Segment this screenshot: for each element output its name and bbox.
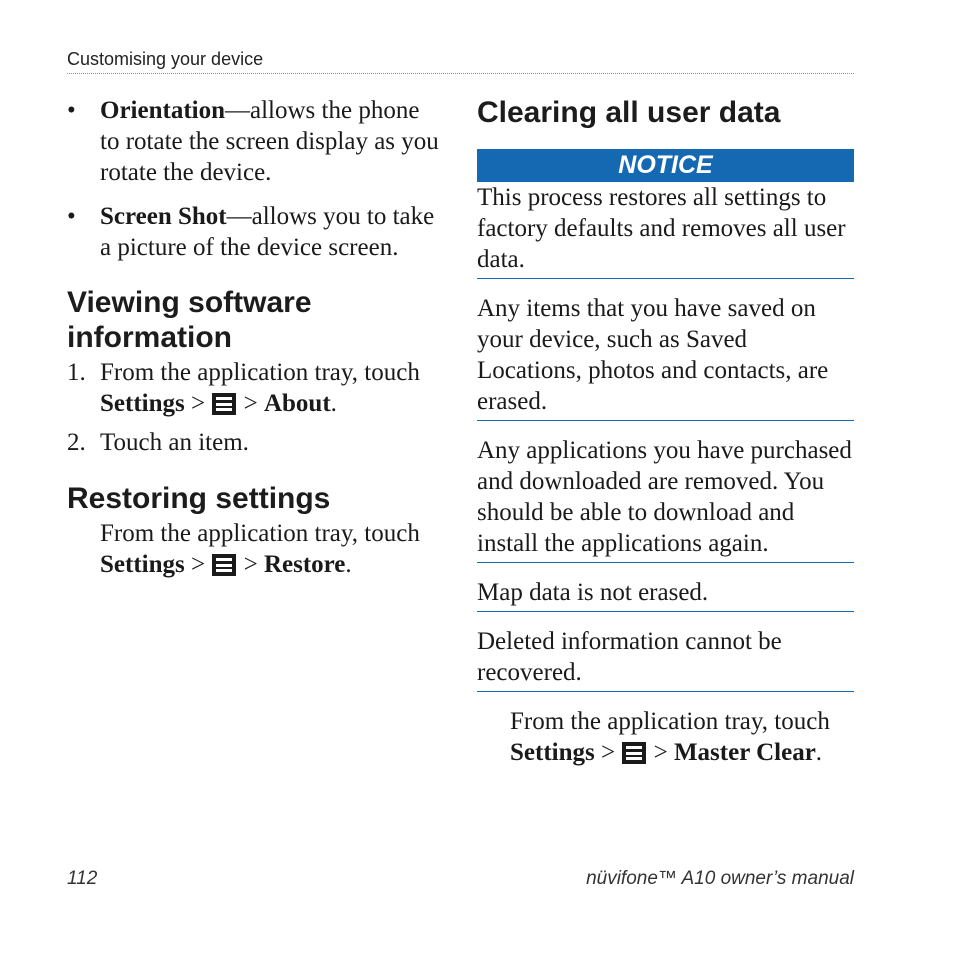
menu-icon [212, 393, 236, 415]
period: . [815, 739, 823, 766]
restoring-instruction [67, 518, 442, 580]
notice-paragraph: Map data is not erased. [477, 577, 854, 612]
bullet-mark: • [67, 97, 76, 124]
step-text: From the application tray, touch [100, 359, 420, 386]
menu-restore-label: Restore [263, 551, 346, 578]
menu-separator: > [600, 739, 616, 766]
restoring-settings-heading: Restoring settings [67, 482, 331, 515]
bullet-term: Screen Shot [100, 203, 227, 230]
menu-separator: > [653, 739, 668, 766]
menu-separator: > [190, 551, 206, 578]
menu-icon [622, 742, 646, 764]
period: . [330, 390, 337, 417]
step-text: Touch an item. [100, 429, 249, 456]
instruction-text: From the application tray, touch [100, 520, 420, 547]
step-1 [67, 357, 442, 419]
menu-settings-label: Settings [510, 739, 595, 766]
notice-paragraph: Any items that you have saved on your device, such as Saved Locations, photos and contacts, are erased. [477, 293, 854, 421]
notice-paragraph: Deleted information cannot be recovered. [477, 626, 854, 692]
left-column [67, 95, 442, 580]
menu-settings-label: Settings [100, 551, 185, 578]
bullet-screen-shot [67, 201, 442, 263]
notice-paragraph: Any applications you have purchased and downloaded are removed. You should be able to download and install the applications again. [477, 435, 854, 563]
menu-separator: > [243, 390, 258, 417]
bullet-mark: • [67, 203, 76, 230]
running-header: Customising your device [67, 47, 854, 74]
menu-settings-label: Settings [100, 390, 185, 417]
master-clear-instruction [477, 706, 854, 768]
bullet-orientation [67, 95, 442, 195]
bullet-text: —allows the phone to rotate the screen display as you rotate the device. [100, 97, 439, 186]
step-2 [67, 427, 442, 458]
manual-title: nüvifone™ A10 owner’s manual [586, 868, 854, 889]
instruction-text: From the application tray, touch [510, 708, 830, 735]
bullet-term: Orientation [100, 97, 225, 124]
menu-separator: > [190, 390, 206, 417]
page-number: 112 [67, 868, 98, 889]
menu-master-clear-label: Master Clear [673, 739, 816, 766]
menu-icon [212, 554, 236, 576]
viewing-software-heading: Viewing software information [67, 286, 312, 354]
step-number: 1. [67, 359, 86, 386]
notice-banner: NOTICE [477, 149, 854, 182]
period: . [345, 551, 352, 578]
menu-separator: > [243, 551, 258, 578]
notice-paragraph: This process restores all settings to factory defaults and removes all user data. [477, 182, 854, 279]
right-column [477, 95, 854, 768]
clearing-user-data-heading: Clearing all user data [477, 96, 781, 129]
menu-about-label: About [263, 390, 331, 417]
step-number: 2. [67, 429, 86, 456]
bullet-text: —allows you to take a picture of the device screen. [100, 203, 435, 261]
